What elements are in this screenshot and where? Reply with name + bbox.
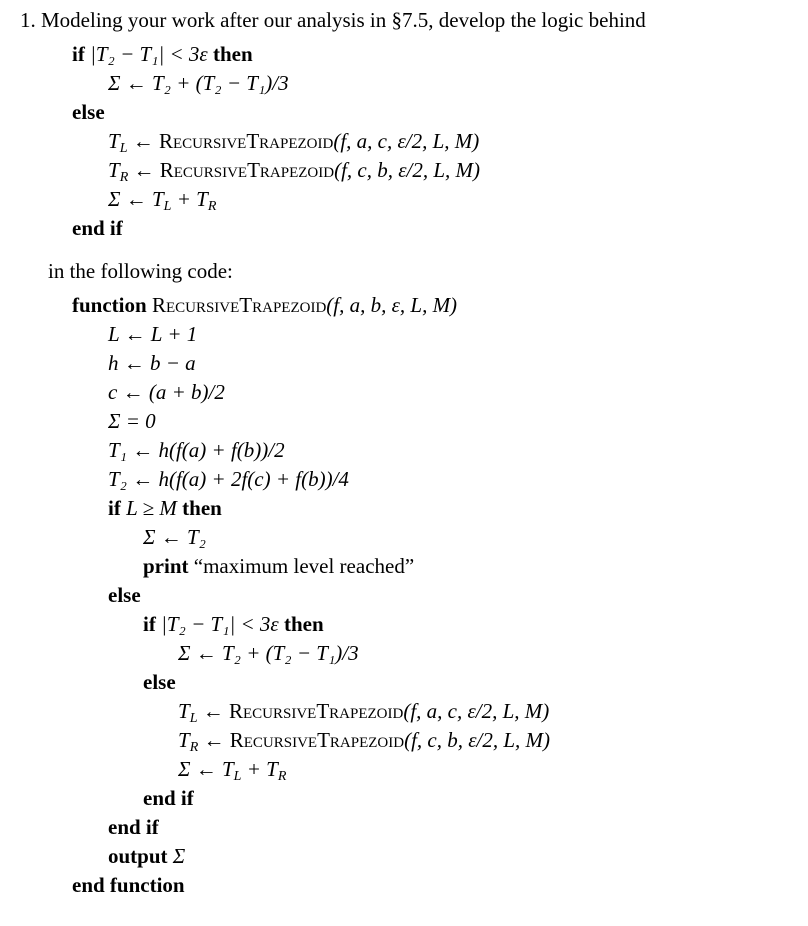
- code-h-def: h ← b − a: [108, 351, 196, 375]
- tl-arguments: (f, a, c, ε/2, L, M): [333, 129, 480, 153]
- code-outer-endif: end if: [108, 815, 159, 839]
- code-if-level-line: [108, 496, 222, 520]
- snippet-if-condition: |T₂ − T₁| < 3ε: [90, 42, 208, 66]
- code-inner-endif: end if: [143, 786, 194, 810]
- tl-symbol: T: [108, 129, 120, 153]
- sum-lr-sub-r: R: [277, 769, 287, 784]
- tr-symbol: T: [108, 158, 120, 182]
- function-name: RecursiveTrapezoid: [158, 129, 334, 153]
- snippet-sum-lr-line: [108, 187, 217, 214]
- inner-condition: |T₂ − T₁| < 3ε: [161, 612, 279, 636]
- tr-symbol: T: [178, 728, 190, 752]
- function-name: RecursiveTrapezoid: [229, 728, 405, 752]
- code-sum-lr-line: [178, 757, 287, 784]
- tr-subscript: R: [119, 170, 129, 185]
- code-function-line: [72, 293, 457, 317]
- keyword-then: then: [182, 496, 222, 520]
- keyword-then: then: [283, 612, 324, 636]
- assign-arrow: ←: [133, 158, 155, 182]
- tr-subscript: R: [189, 740, 199, 755]
- between-text: in the following code:: [48, 259, 233, 283]
- problem-number: 1.: [20, 8, 36, 32]
- snippet-endif-line: end if: [72, 216, 123, 240]
- keyword-function: function: [72, 293, 147, 317]
- code-tr-line: [178, 728, 551, 755]
- sum-lr-plus: + T: [171, 187, 208, 211]
- snippet-if-line: [72, 42, 253, 66]
- keyword-if: if: [143, 612, 156, 636]
- code-end-function: end function: [72, 873, 185, 897]
- code-t1-def: T₁ ← h(f(a) + f(b))/2: [108, 438, 285, 462]
- keyword-if: if: [108, 496, 121, 520]
- snippet-tr-line: [108, 158, 481, 185]
- tl-arguments: (f, a, c, ε/2, L, M): [403, 699, 550, 723]
- code-sigma-t2: Σ ← T₂: [143, 525, 206, 549]
- code-inner-else-line: else: [143, 670, 176, 694]
- sum-lr-sub-r: R: [207, 199, 217, 214]
- code-c-def: c ← (a + b)/2: [108, 380, 225, 404]
- tl-subscript: L: [189, 711, 198, 726]
- snippet-sum-update-line: Σ ← T₂ + (T₂ − T₁)/3: [108, 71, 289, 95]
- tr-arguments: (f, c, b, ε/2, L, M): [404, 728, 551, 752]
- snippet-tl-line: [108, 129, 480, 156]
- sum-lr-plus: + T: [241, 757, 278, 781]
- code-t2-def: T₂ ← h(f(a) + 2f(c) + f(b))/4: [108, 467, 349, 491]
- problem-intro-line: [20, 8, 646, 32]
- code-output-line: [108, 844, 185, 868]
- keyword-output: output: [108, 844, 168, 868]
- code-else-line: else: [108, 583, 141, 607]
- problem-intro-text: Modeling your work after our analysis in §7.5, develop the logic behind: [41, 8, 646, 32]
- level-condition: L ≥ M: [126, 496, 177, 520]
- function-name: RecursiveTrapezoid: [228, 699, 404, 723]
- code-inner-if-line: [143, 612, 324, 636]
- function-params: (f, a, b, ε, L, M): [326, 293, 458, 317]
- tl-subscript: L: [119, 141, 128, 156]
- keyword-print: print: [143, 554, 189, 578]
- code-sum-update: Σ ← T₂ + (T₂ − T₁)/3: [178, 641, 359, 665]
- sum-lr-start: Σ ← T: [108, 187, 164, 211]
- code-sigma-init: Σ = 0: [108, 409, 156, 433]
- tr-arguments: (f, c, b, ε/2, L, M): [334, 158, 481, 182]
- sum-lr-sub-l: L: [163, 199, 172, 214]
- sum-lr-sub-l: L: [233, 769, 242, 784]
- print-message: “maximum level reached”: [193, 554, 415, 578]
- function-name: RecursiveTrapezoid: [159, 158, 335, 182]
- function-name: RecursiveTrapezoid: [151, 293, 327, 317]
- code-l-increment: L ← L + 1: [108, 322, 198, 346]
- tl-symbol: T: [178, 699, 190, 723]
- code-tl-line: [178, 699, 550, 726]
- keyword-then: then: [212, 42, 253, 66]
- assign-arrow: ←: [202, 699, 224, 723]
- assign-arrow: ←: [203, 728, 225, 752]
- sum-lr-start: Σ ← T: [178, 757, 234, 781]
- snippet-else-line: else: [72, 100, 105, 124]
- code-print-line: [143, 554, 414, 578]
- output-value: Σ: [172, 844, 186, 868]
- keyword-if: if: [72, 42, 85, 66]
- assign-arrow: ←: [132, 129, 154, 153]
